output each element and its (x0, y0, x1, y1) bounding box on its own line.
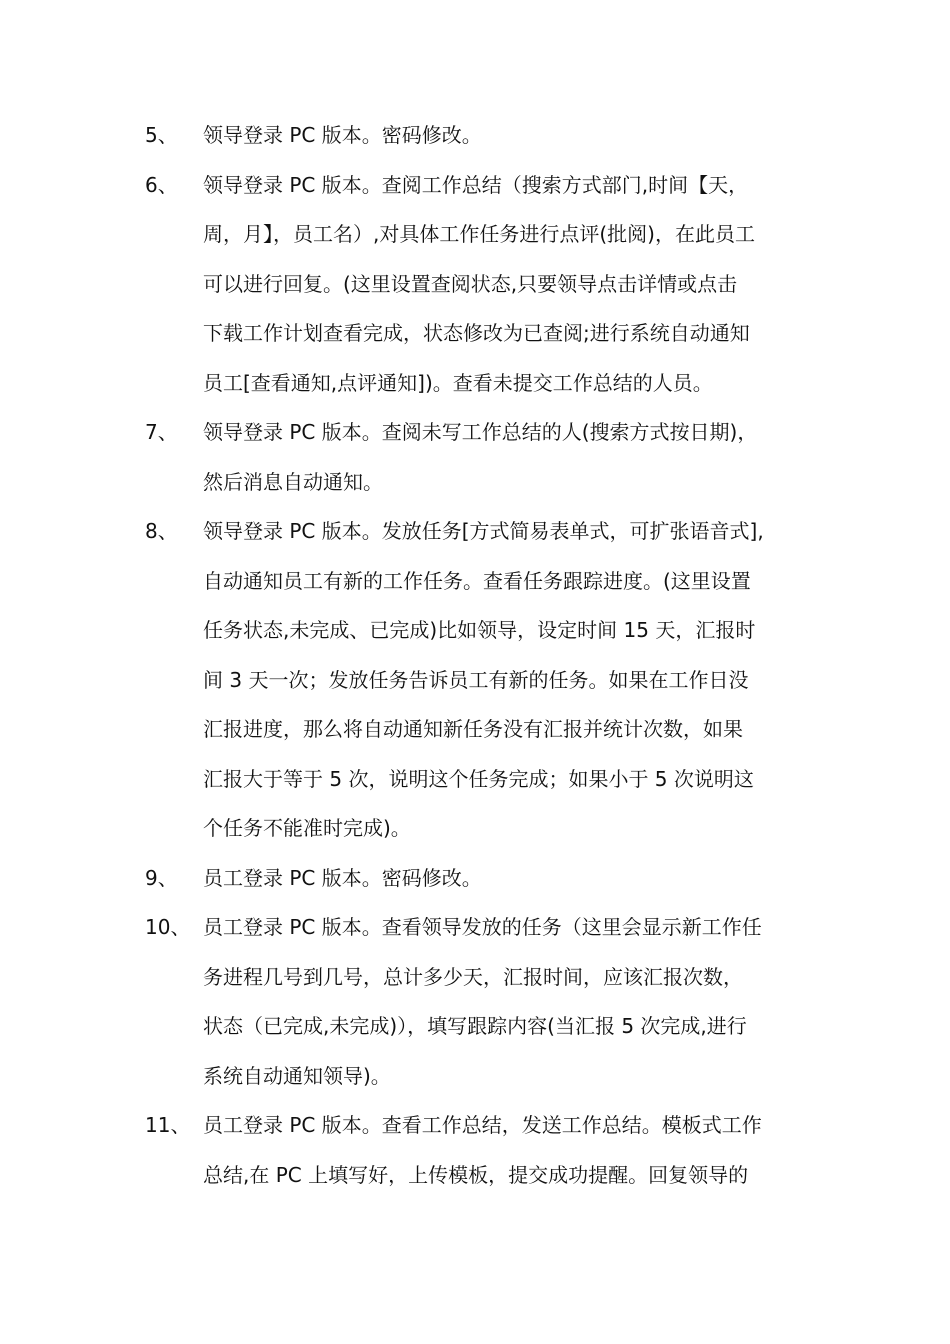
text-line: 领导登录 PC 版本。查阅未写工作总结的人(搜索方式按日期)， (203, 420, 758, 444)
list-item (145, 854, 825, 904)
text-line: 汇报进度，那么将自动通知新任务没有汇报并统计次数，如果 (203, 717, 743, 741)
list-item (145, 507, 825, 854)
text-line: 领导登录 PC 版本。密码修改。 (203, 123, 482, 147)
list-item-text (203, 903, 815, 1101)
list-item (145, 903, 825, 1101)
list-item (145, 161, 825, 409)
list-item (145, 408, 825, 507)
text-line: 员工登录 PC 版本。查看工作总结，发送工作总结。模板式工作 (203, 1113, 762, 1137)
text-line: 总结,在 PC 上填写好，上传模板，提交成功提醒。回复领导的 (203, 1162, 749, 1187)
list-item-text (203, 854, 815, 904)
text-line: 领导登录 PC 版本。查阅工作总结（搜索方式部门,时间【天， (203, 172, 749, 197)
text-line: 个任务不能准时完成)。 (203, 816, 411, 840)
list-item-text (203, 161, 815, 409)
list-item-number: 8、 (145, 519, 178, 543)
text-line: 系统自动通知领导)。 (203, 1063, 391, 1088)
text-line: 员工[查看通知,点评通知])。查看未提交工作总结的人员。 (203, 370, 713, 395)
text-line: 务进程几号到几号，总计多少天，汇报时间，应该汇报次数， (203, 964, 743, 989)
text-line: 间 3 天一次；发放任务告诉员工有新的任务。如果在工作日没 (203, 667, 749, 692)
list-item-number: 10、 (145, 915, 191, 939)
list-item-number: 9、 (145, 865, 178, 890)
text-line: 状态（已完成,未完成)），填写跟踪内容(当汇报 5 次完成,进行 (203, 1014, 747, 1038)
list-item (145, 111, 825, 161)
list-item-text (203, 111, 815, 161)
list-item-number: 5、 (145, 123, 178, 147)
text-line: 员工登录 PC 版本。查看领导发放的任务（这里会显示新工作任 (203, 915, 762, 939)
text-line: 领导登录 PC 版本。发放任务[方式简易表单式，可扩张语音式], (203, 519, 764, 543)
list-item-text (203, 1101, 815, 1200)
text-line: 可以进行回复。(这里设置查阅状态,只要领导点击详情或点击 (203, 271, 738, 296)
text-line: 周，月】，员工名）,对具体工作任务进行点评(批阅)，在此员工 (203, 222, 755, 246)
text-line: 员工登录 PC 版本。密码修改。 (203, 865, 482, 890)
list-item-number: 6、 (145, 172, 178, 197)
list-item-text (203, 408, 815, 507)
list-item-number: 7、 (145, 420, 178, 444)
list-item-number: 11、 (145, 1113, 191, 1137)
numbered-list (145, 111, 825, 1200)
text-line: 汇报大于等于 5 次，说明这个任务完成；如果小于 5 次说明这 (203, 766, 754, 791)
list-item (145, 1101, 825, 1200)
text-line: 任务状态,未完成、已完成)比如领导，设定时间 15 天，汇报时 (203, 618, 756, 642)
text-line: 然后消息自动通知。 (203, 469, 383, 494)
text-line: 下载工作计划查看完成，状态修改为已查阅;进行系统自动通知 (203, 321, 750, 345)
list-item-text (203, 507, 815, 854)
text-line: 自动通知员工有新的工作任务。查看任务跟踪进度。(这里设置 (203, 568, 751, 593)
